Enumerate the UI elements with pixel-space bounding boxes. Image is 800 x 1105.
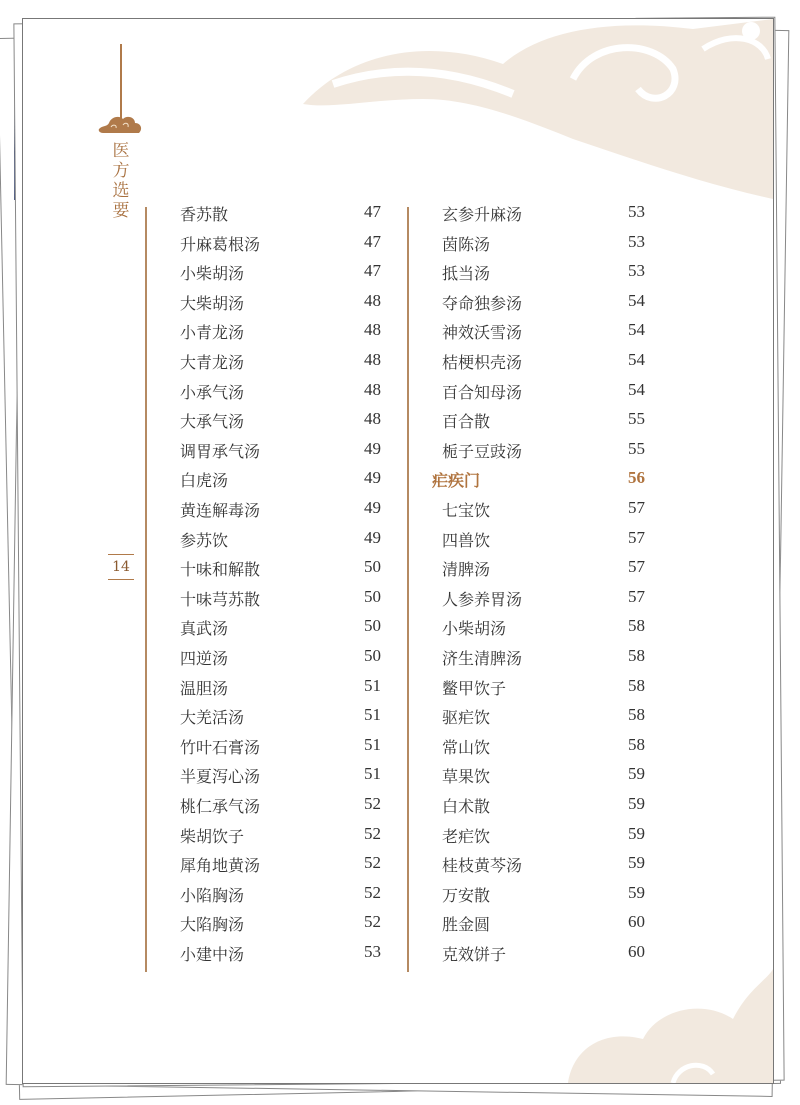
toc-entry-title: 草果饮	[442, 767, 491, 787]
toc-section-heading[interactable]	[407, 468, 645, 492]
toc-entry-page: 49	[364, 438, 381, 458]
toc-entry-page: 54	[628, 350, 645, 369]
toc-entry-title: 犀角地黄汤	[180, 856, 261, 876]
toc-entry-title: 茵陈汤	[442, 234, 491, 254]
toc-entry-title: 大羌活汤	[180, 708, 245, 728]
toc-entry-title: 栀子豆豉汤	[442, 441, 523, 461]
toc-entry-page: 52	[364, 823, 381, 843]
toc-entry-title: 四兽饮	[442, 530, 491, 550]
toc-entry-title: 白术散	[442, 797, 491, 816]
toc-entry[interactable]	[145, 498, 381, 522]
toc-entry-page: 47	[364, 261, 381, 281]
toc-entry-title: 大柴胡汤	[180, 293, 245, 313]
toc-entry[interactable]	[407, 794, 645, 818]
toc-entry-page: 56	[628, 468, 645, 488]
toc-entry[interactable]	[407, 616, 645, 640]
toc-entry-title: 大承气汤	[180, 412, 245, 432]
toc-entry[interactable]	[145, 350, 381, 374]
toc-entry[interactable]	[145, 202, 381, 226]
toc-entry-page: 50	[364, 646, 381, 665]
toc-entry-title: 参苏饮	[180, 530, 229, 550]
toc-entry-page: 48	[364, 350, 381, 369]
toc-entry-title: 小青龙汤	[180, 323, 245, 343]
toc-entry[interactable]	[407, 232, 645, 256]
toc-entry-page: 60	[628, 912, 645, 932]
toc-entry-page: 48	[364, 290, 381, 310]
toc-entry-title: 小柴胡汤	[442, 619, 507, 639]
toc-entry-page: 52	[364, 853, 381, 873]
toc-entry[interactable]	[407, 764, 645, 788]
toc-entry-page: 55	[628, 409, 645, 429]
toc-entry[interactable]	[407, 320, 645, 344]
toc-entry-page: 53	[628, 231, 645, 251]
toc-entry-title: 人参养胃汤	[442, 589, 523, 609]
toc-entry-title: 调胃承气汤	[180, 441, 261, 461]
toc-entry-title: 万安散	[442, 885, 491, 905]
toc-entry-title: 克效饼子	[442, 945, 507, 964]
toc-entry-title: 升麻葛根汤	[180, 234, 261, 254]
toc-entry[interactable]	[145, 468, 381, 492]
toc-entry[interactable]	[407, 883, 645, 907]
toc-entry-page: 59	[628, 823, 645, 843]
toc-entry[interactable]	[407, 587, 645, 611]
toc-entry-title: 清脾汤	[442, 560, 491, 580]
toc-entry-title: 小陷胸汤	[180, 885, 245, 905]
toc-entry-title: 小承气汤	[180, 382, 245, 402]
toc-entry-page: 52	[364, 794, 381, 813]
toc-entry-title: 老疟饮	[442, 826, 491, 846]
cloud-decoration-top	[273, 19, 773, 199]
toc-entry[interactable]	[145, 853, 381, 877]
toc-entry-page: 59	[628, 764, 645, 784]
toc-entry[interactable]	[145, 616, 381, 640]
toc-entry-title: 四逆汤	[180, 649, 229, 668]
toc-entry-page: 48	[364, 320, 381, 340]
toc-entry-page: 59	[628, 853, 645, 873]
toc-entry[interactable]	[407, 557, 645, 581]
book-page	[22, 18, 774, 1084]
toc-entry-title: 胜金圆	[442, 915, 491, 935]
book-title: 医方选要	[112, 141, 130, 221]
toc-entry[interactable]	[407, 380, 645, 404]
toc-entry-page: 55	[628, 438, 645, 458]
toc-entry[interactable]	[145, 557, 381, 581]
toc-entry[interactable]	[145, 676, 381, 700]
toc-entry-page: 52	[364, 882, 381, 902]
toc-entry-page: 59	[628, 794, 645, 813]
toc-entry-page: 53	[628, 202, 645, 221]
toc-entry[interactable]	[145, 587, 381, 611]
toc-entry-title: 百合散	[442, 412, 491, 432]
toc-entry[interactable]	[145, 705, 381, 729]
toc-entry-page: 57	[628, 557, 645, 577]
toc-entry-page: 60	[628, 942, 645, 961]
toc-entry-page: 50	[364, 557, 381, 577]
toc-entry-page: 49	[364, 498, 381, 517]
toc-entry[interactable]	[145, 439, 381, 463]
toc-entry-title: 温胆汤	[180, 678, 229, 698]
toc-entry[interactable]	[145, 794, 381, 818]
toc-entry[interactable]	[145, 320, 381, 344]
toc-entry-title: 神效沃雪汤	[442, 323, 523, 343]
toc-entry[interactable]	[407, 942, 645, 966]
toc-entry-title: 桔梗枳壳汤	[442, 353, 523, 372]
toc-entry-page: 58	[628, 646, 645, 665]
toc-entry-title: 大青龙汤	[180, 353, 245, 372]
toc-entry-page: 51	[364, 675, 381, 695]
toc-entry-title: 白虎汤	[180, 471, 229, 491]
toc-entry-title: 黄连解毒汤	[180, 501, 261, 520]
hanging-line	[120, 44, 122, 119]
toc-entry-page: 57	[628, 498, 645, 517]
toc-entry[interactable]	[407, 528, 645, 552]
toc-entry-title: 半夏泻心汤	[180, 767, 261, 787]
toc-entry[interactable]	[407, 439, 645, 463]
toc-entry-title: 济生清脾汤	[442, 649, 523, 668]
toc-entry[interactable]	[145, 232, 381, 256]
toc-entry-page: 51	[364, 734, 381, 754]
toc-entry-page: 58	[628, 675, 645, 695]
toc-entry-title: 竹叶石膏汤	[180, 737, 261, 757]
toc-entry-page: 48	[364, 379, 381, 399]
toc-entry-page: 53	[628, 261, 645, 281]
toc-entry-page: 58	[628, 734, 645, 754]
toc-entry[interactable]	[145, 912, 381, 936]
toc-entry-title: 桃仁承气汤	[180, 797, 261, 816]
toc-entry[interactable]	[407, 912, 645, 936]
toc-entry-title: 夺命独参汤	[442, 293, 523, 313]
toc-entry[interactable]	[407, 824, 645, 848]
toc-entry-page: 51	[364, 705, 381, 725]
toc-entry-title: 鳖甲饮子	[442, 678, 507, 698]
toc-entry[interactable]	[145, 735, 381, 759]
toc-entry[interactable]	[407, 350, 645, 374]
toc-entry-page: 49	[364, 468, 381, 488]
toc-entry[interactable]	[407, 676, 645, 700]
toc-entry-page: 48	[364, 409, 381, 429]
toc-entry[interactable]	[407, 261, 645, 285]
cloud-decoration-bottom	[563, 969, 773, 1083]
toc-entry-title: 真武汤	[180, 619, 229, 639]
toc-entry-title: 百合知母汤	[442, 382, 523, 402]
toc-entry[interactable]	[407, 705, 645, 729]
toc-entry-title: 香苏散	[180, 205, 229, 224]
toc-entry-title: 小柴胡汤	[180, 264, 245, 284]
toc-entry-page: 50	[364, 586, 381, 606]
toc-entry-title: 玄参升麻汤	[442, 205, 523, 224]
toc-entry[interactable]	[407, 202, 645, 226]
toc-entry-page: 47	[364, 231, 381, 251]
toc-entry[interactable]	[145, 261, 381, 285]
toc-entry-page: 50	[364, 616, 381, 636]
toc-entry-page: 54	[628, 290, 645, 310]
toc-entry-title: 常山饮	[442, 737, 491, 757]
cloud-knot-icon	[97, 115, 143, 135]
toc-entry-page: 52	[364, 912, 381, 932]
toc-entry[interactable]	[407, 498, 645, 522]
toc-entry[interactable]	[145, 291, 381, 315]
toc-entry[interactable]	[145, 409, 381, 433]
toc-entry-title: 疟疾门	[432, 471, 481, 491]
toc-entry-title: 七宝饮	[442, 501, 491, 520]
toc-entry[interactable]	[145, 528, 381, 552]
toc-entry-page: 49	[364, 527, 381, 547]
toc-entry[interactable]	[145, 646, 381, 670]
toc-entry-title: 柴胡饮子	[180, 826, 245, 846]
toc-entry[interactable]	[145, 942, 381, 966]
toc-entry-page: 58	[628, 705, 645, 725]
toc-entry[interactable]	[407, 646, 645, 670]
toc-entry-page: 47	[364, 202, 381, 221]
toc-entry[interactable]	[407, 409, 645, 433]
toc-entry-title: 十味和解散	[180, 560, 261, 580]
toc-entry-page: 57	[628, 586, 645, 606]
toc-entry[interactable]	[145, 380, 381, 404]
toc-entry-page: 53	[364, 942, 381, 961]
toc-entry-page: 57	[628, 527, 645, 547]
toc-entry-page: 54	[628, 379, 645, 399]
page-number: 14	[108, 554, 134, 580]
toc-entry-title: 桂枝黄芩汤	[442, 856, 523, 876]
toc-entry-title: 驱疟饮	[442, 708, 491, 728]
toc-entry-page: 58	[628, 616, 645, 636]
toc-entry-title: 抵当汤	[442, 264, 491, 284]
toc-entry-title: 小建中汤	[180, 945, 245, 964]
toc-entry[interactable]	[407, 735, 645, 759]
toc-entry[interactable]	[145, 883, 381, 907]
toc-entry-title: 十味芎苏散	[180, 589, 261, 609]
toc-entry[interactable]	[145, 824, 381, 848]
toc-entry-page: 54	[628, 320, 645, 340]
toc-entry[interactable]	[145, 764, 381, 788]
toc-entry[interactable]	[407, 291, 645, 315]
toc-entry-page: 51	[364, 764, 381, 784]
toc-entry[interactable]	[407, 853, 645, 877]
toc-entry-page: 59	[628, 882, 645, 902]
toc-entry-title: 大陷胸汤	[180, 915, 245, 935]
